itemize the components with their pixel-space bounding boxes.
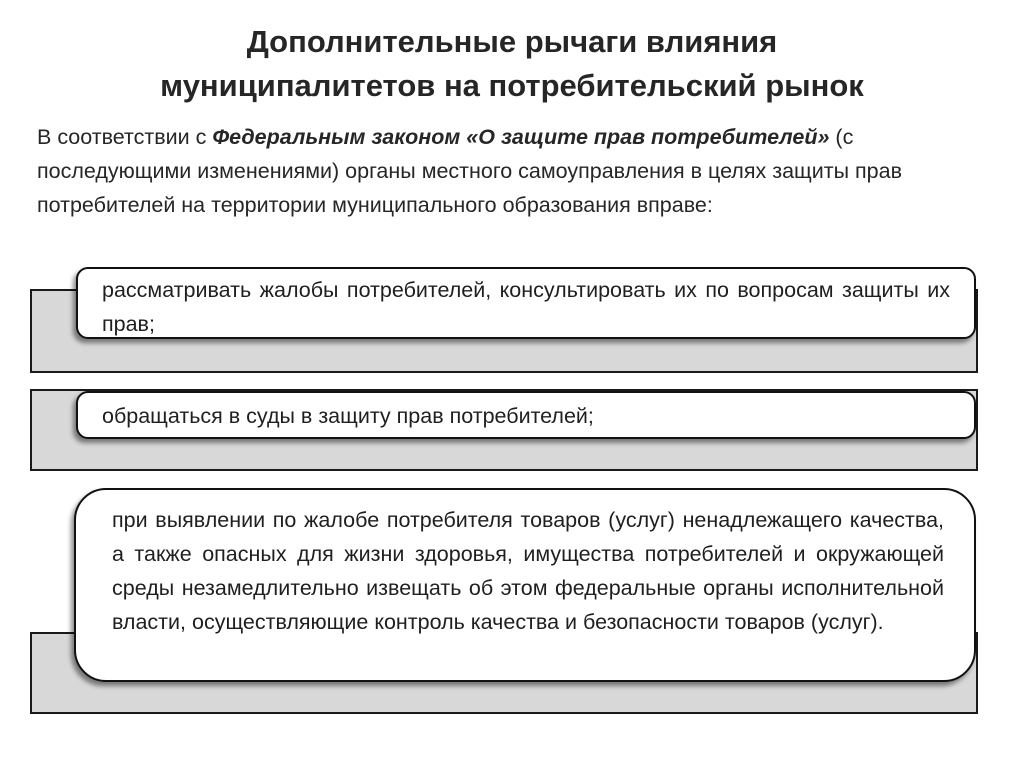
law-name: Федеральным законом «О защите прав потребителей» bbox=[212, 125, 830, 149]
item-2-card bbox=[76, 391, 976, 439]
item-1-text: рассматривать жалобы потребителей, консультировать их по вопросам защиты их прав; bbox=[102, 278, 950, 336]
intro-paragraph bbox=[37, 120, 972, 222]
intro-rest: (с последующими изменениями) органы местного самоуправления в целях защиты прав потребителей на территории муниципального образования вправе: bbox=[37, 125, 902, 217]
title-line-1: Дополнительные рычаги влияния bbox=[246, 24, 778, 59]
title-line-2: муниципалитетов на потребительский рынок bbox=[160, 68, 864, 103]
item-3-text: при выявлении по жалобе потребителя товаров (услуг) ненадлежащего качества, а также опасных для жизни здоровья, имущества потребителей и окружающей среды незамедлительно извещать об этом федеральные органы исполнительной власти, осуществляющие контроль качества и безопасности товаров (услуг). bbox=[112, 508, 944, 634]
item-2-text: обращаться в суды в защиту прав потребителей; bbox=[102, 404, 594, 428]
slide-title bbox=[40, 20, 984, 108]
intro-prefix: В соответствии с bbox=[37, 125, 213, 149]
item-1-card bbox=[76, 267, 976, 339]
item-3-card bbox=[74, 488, 976, 682]
